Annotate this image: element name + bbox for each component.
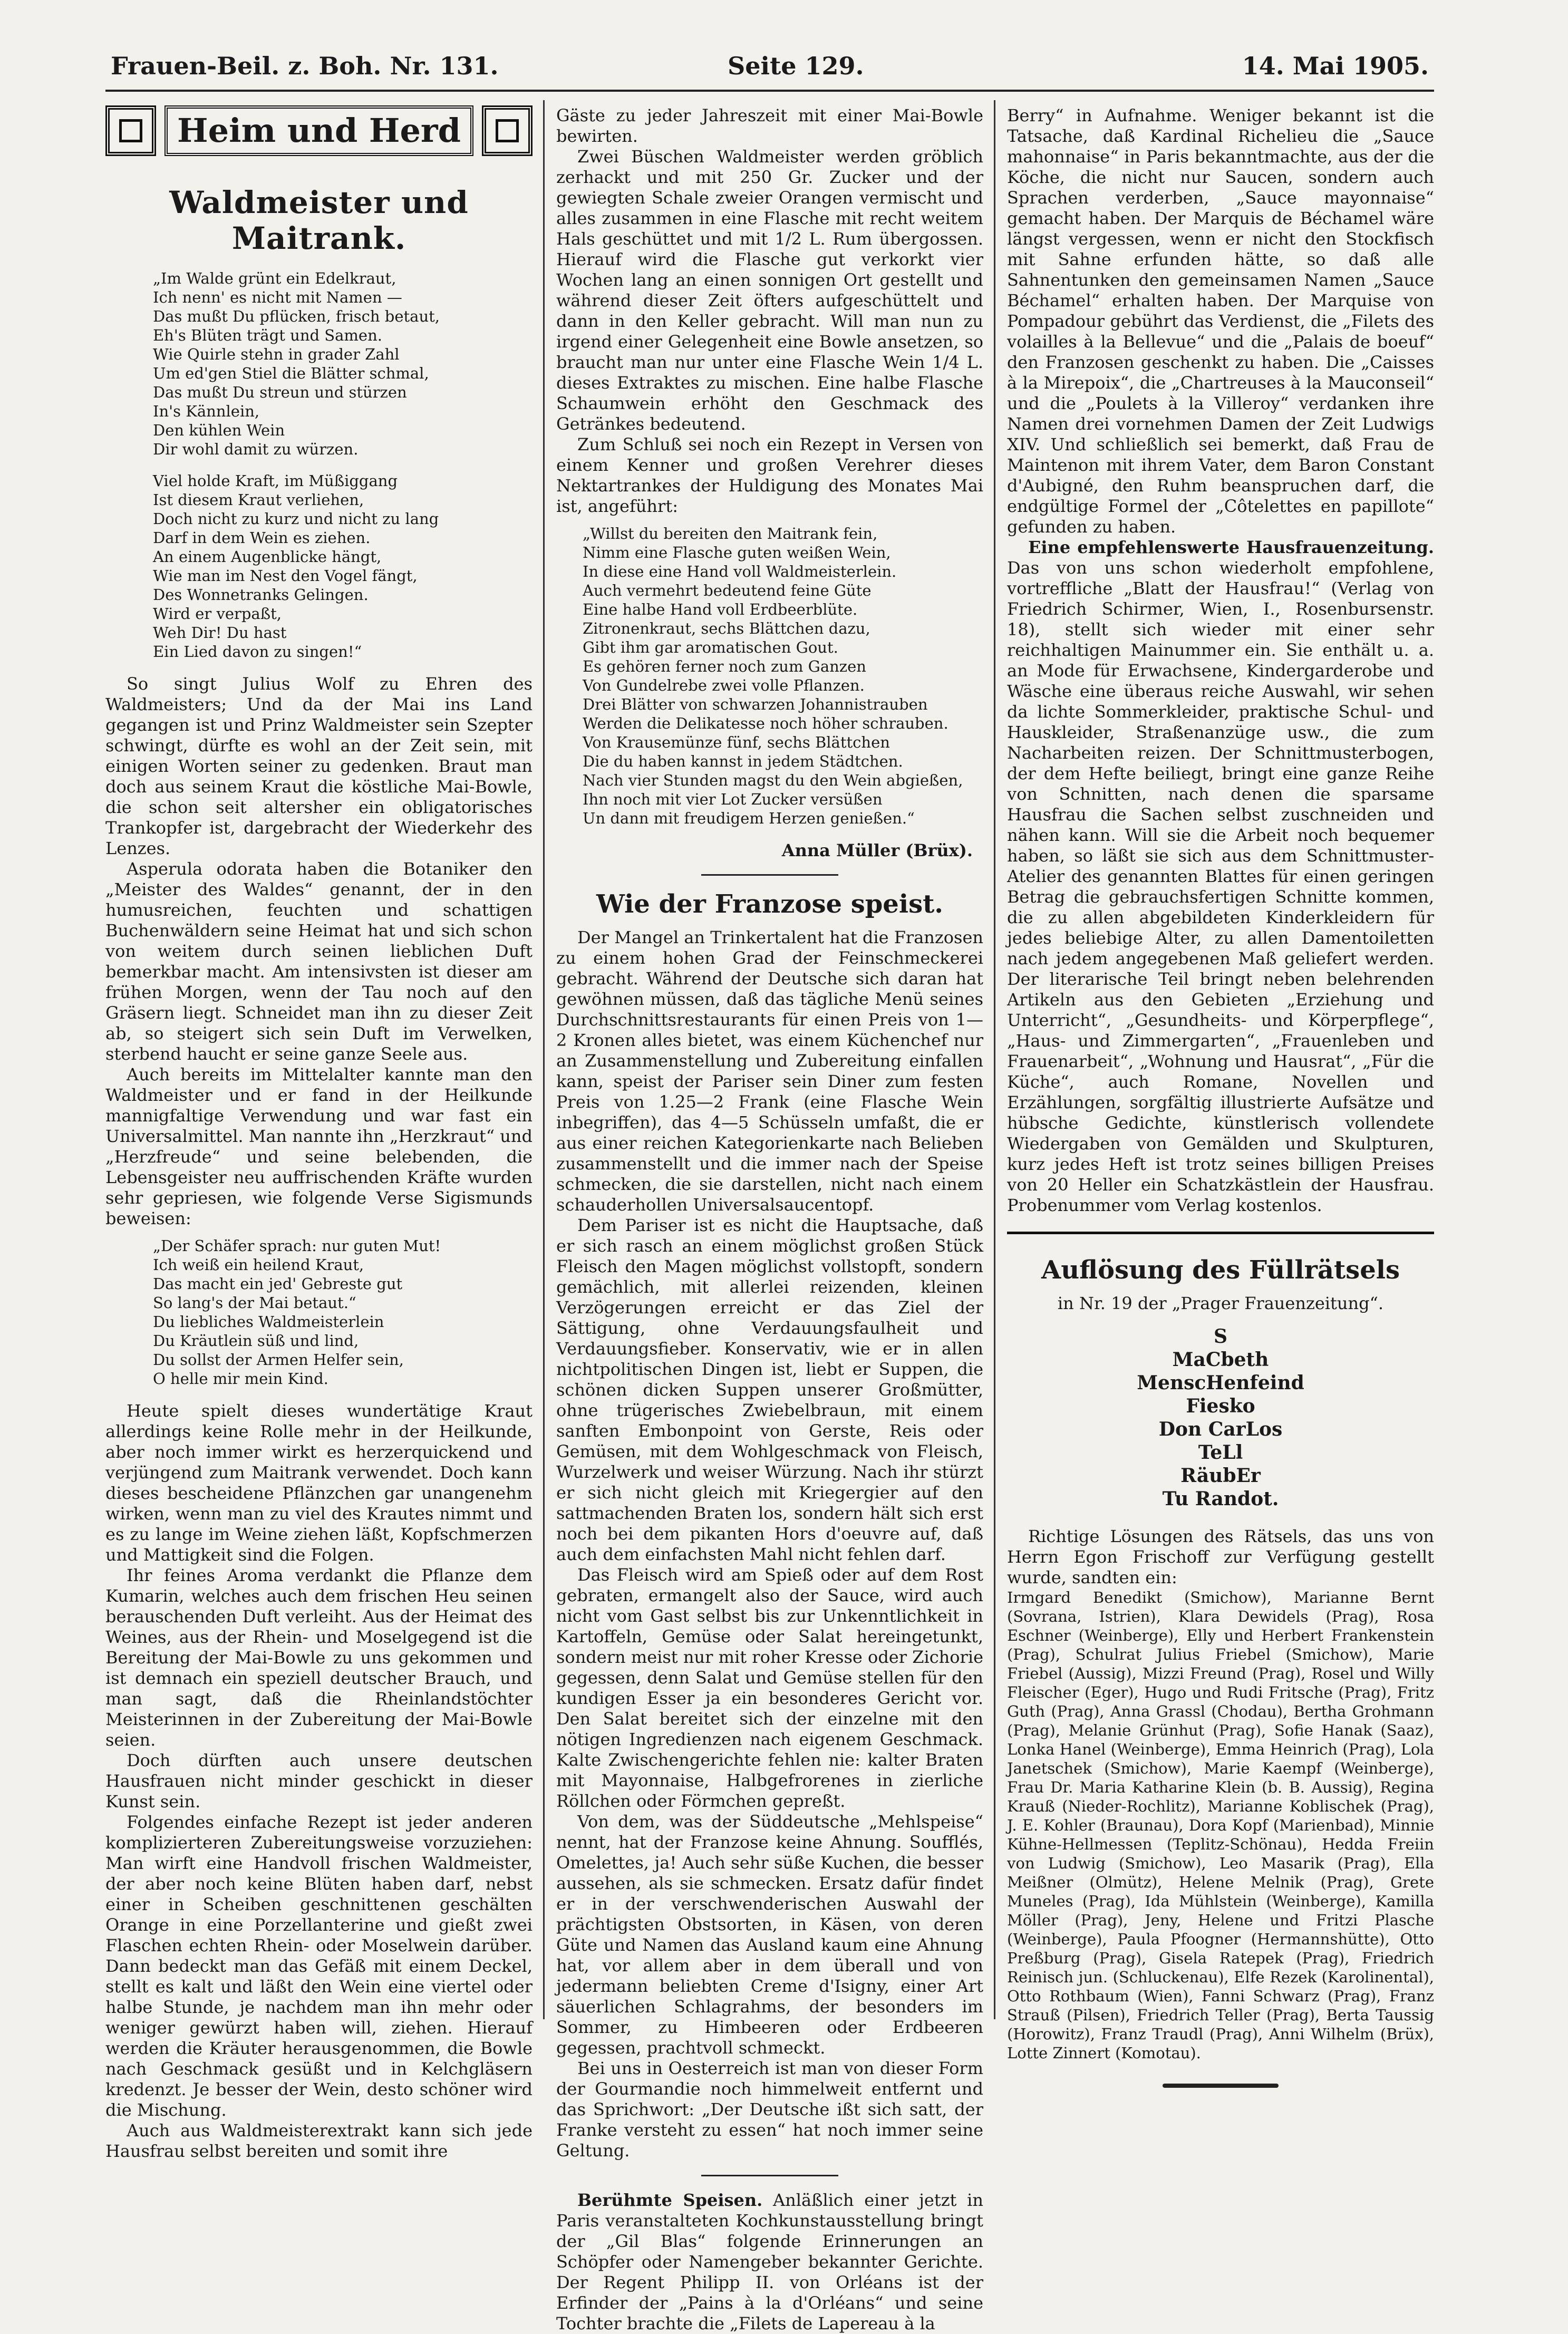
poem-line: Um ed'gen Stiel die Blätter schmal, <box>153 364 429 382</box>
ornament-box-icon <box>482 105 533 156</box>
poem-line: Des Wonnetranks Gelingen. <box>153 586 369 604</box>
paragraph: So singt Julius Wolf zu Ehren des Waldmeisters; Und da der Mai ins Land gegangen ist und Prinz Waldmeister sein Szepter schwingt, dürfte es wohl an der Zeit sein, mit einigen Worten seiner zu gedenken. Braut man doch aus seinem Kraut die köstliche Mai-Bowle, die schon seit altersher ein obligatorisches Trankopfer ist, dargebracht der Wiederkehr des Lenzes. <box>105 674 533 858</box>
poem-line: In diese eine Hand voll Waldmeisterlein. <box>583 563 897 580</box>
poem-line: Das mußt Du streun und stürzen <box>153 383 407 401</box>
poem-line: Ein Lied davon zu singen!“ <box>153 643 362 661</box>
paragraph-lead: Eine empfehlenswerte Hausfrauenzeitung. <box>1028 537 1434 557</box>
section-banner <box>105 105 533 169</box>
puzzle-answers <box>1007 1325 1434 1510</box>
poem-line: An einem Augenblicke hängt, <box>153 548 382 566</box>
poem-line: „Willst du bereiten den Maitrank fein, <box>583 525 878 543</box>
paragraph: Heute spielt dieses wundertätige Kraut allerdings keine Rolle mehr in der Heilkunde, aber noch immer wirkt es herzerquickend und verjüngend zum Maitrank verwendet. Doch kann dieses bescheidene Pflänzchen gar unangenehm wirken, wenn man zu viel des Krautes nimmt und es zu lange im Weine ziehen läßt, Kopfschmerzen und Mattigkeit sind die Folgen. <box>105 1401 533 1565</box>
header-publication: Frauen-Beil. z. Boh. Nr. 131. <box>111 52 499 80</box>
author-signature: Anna Müller (Brüx). <box>781 840 973 860</box>
poem-stanza <box>153 1236 533 1388</box>
paragraph-body: Anläßlich einer jetzt in Paris veranstalteten Kochkunstausstellung bringt der „Gil Blas“ folgende Erinnerungen an Schöpfer oder Namengeber bekannter Gerichte. Der Regent Philipp II. von Orléans ist der Erfinder der „Pains à la d'Orléans“ und seine Tochter brachte die „Filets de Lapereau à la <box>556 2190 983 2333</box>
paragraph: Doch dürften auch unsere deutschen Hausfrauen nicht minder geschickt in dieser Kunst sein. <box>105 1750 533 1812</box>
poem-line: In's Kännlein, <box>153 402 260 420</box>
poem-line: Wird er verpaßt, <box>153 605 282 623</box>
puzzle-title: Auflösung des Füllrätsels <box>1041 1255 1400 1285</box>
poem-line: Darf in dem Wein es ziehen. <box>153 529 371 547</box>
answer-line: MaCbeth <box>1172 1349 1269 1371</box>
poem-line: Wie Quirle stehn in grader Zahl <box>153 345 400 363</box>
header-page-number: Seite 129. <box>728 52 864 80</box>
poem-line: Doch nicht zu kurz und nicht zu lang <box>153 510 439 528</box>
paragraph <box>1007 537 1434 1216</box>
poem-line: So lang's der Mai betaut.“ <box>153 1294 356 1312</box>
poem-line: O helle mir mein Kind. <box>153 1370 328 1388</box>
newspaper-page <box>105 47 1434 2333</box>
column-2 <box>556 105 983 2333</box>
poem-line: Ich nenn' es nicht mit Namen — <box>153 288 402 306</box>
article-title: Waldmeister und Maitrank. <box>169 185 469 256</box>
poem-line: Zitronenkraut, sechs Blättchen dazu, <box>583 619 870 637</box>
paragraph: Richtige Lösungen des Rätsels, das uns von Herrn Egon Frischoff zur Verfügung gestellt wurde, sandten ein: <box>1007 1526 1434 1587</box>
paragraph: Asperula odorata haben die Botaniker den „Meister des Waldes“ genannt, der in den humusreichen, feuchten und schattigen Buchenwäldern seine Heimat hat und sich schon von weitem durch seinen lieblichen Duft bemerkbar macht. Am intensivsten ist dieser am frühen Morgen, wenn der Tau noch auf den Gräsern liegt. Schneidet man ihn zu dieser Zeit ab, so steigert sich sein Duft im Verwelken, sterbend haucht er seine ganze Seele aus. <box>105 859 533 1064</box>
paragraph: Der Mangel an Trinkertalent hat die Franzosen zu einem hohen Grad der Feinschmeckerei gebracht. Während der Deutsche sich daran hat gewöhnen müssen, daß das tägliche Menü seines Durchschnittsrestaurants für einen Preis von 1—2 Kronen alles bietet, was einem Küchenchef nur an Zusammenstellung und Zubereitung einfallen kann, speist der Pariser sein Diner zum festen Preis von 1.25—2 Frank (eine Flasche Wein inbegriffen), das 4—5 Schüsseln umfaßt, die er aus einer reichen Kategorienkarte nach Belieben zusammenstellt und die immer nach der Speise schmecken, die sie darstellen, nicht nach einem schauderhollen Universalsaucentopf. <box>556 927 983 1215</box>
paragraph: Dem Pariser ist es nicht die Hauptsache, daß er sich rasch an einem möglichst großen Stück Fleisch den Magen möglichst vollstopft, sondern gemächlich, mit allerlei reizenden, kleinen Verzögerungen erreicht er das Ziel der Sättigung, ohne Verdauungsfaulheit und Verdauungsfieber. Konservativ, wie er in allen nichtpolitischen Dingen ist, liebt er Suppen, die schönen dicken Suppen unserer Großmütter, ohne trügerisches Zwiebelbraun, mit einem sanften Embonpoint von Gerste, Reis oder Gemüsen, mit dem Wohlgeschmack von Fleisch, Wurzelwerk und weiser Würzung. Nach ihr stürzt er sich nicht gleich mit Kriegergier auf den sattmachenden Braten los, sondern hält sich erst noch bei dem pikanten Hors d'oeuvre auf, daß auch dem einfachsten Mahl nicht fehlen darf. <box>556 1215 983 1564</box>
paragraph <box>556 2190 983 2334</box>
header-date: 14. Mai 1905. <box>1242 52 1429 80</box>
paragraph-lead: Berühmte Speisen. <box>577 2190 763 2210</box>
paragraph: Auch bereits im Mittelalter kannte man den Waldmeister und er fand in der Heilkunde mannigfaltige Verwendung und war fast ein Universalmittel. Man nannte ihn „Herzkraut“ und „Herzfreude“ und seine belebenden, die Lebensgeister neu auffrischenden Kräfte wurden sehr gepriesen, wie folgende Verse Sigismunds beweisen: <box>105 1064 533 1228</box>
paragraph: Von dem, was der Süddeutsche „Mehlspeise“ nennt, hat der Franzose keine Ahnung. Soufflés, Omelettes, ja! Auch sehr süße Kuchen, die besser aussehen, als sie schmecken. Ersatz dafür findet er in der verschwenderischen Auswahl der prächtigsten Obstsorten, in Käsen, von deren Güte und Namen das Ausland kaum eine Ahnung hat, vor allem aber in dem überall und von jedermann beliebten Creme d'Isigny, einer Art säuerlichen Schlagrahms, der besonders im Sommer, zu Himbeeren oder Erdbeeren gegessen, prachtvoll schmeckt. <box>556 1812 983 2058</box>
paragraph: Auch aus Waldmeisterextrakt kann sich jede Hausfrau selbst bereiten und somit ihre <box>105 2120 533 2161</box>
poem-line: Eine halbe Hand voll Erdbeerblüte. <box>583 601 858 618</box>
separator <box>701 874 838 876</box>
poem-line: Weh Dir! Du hast <box>153 624 287 642</box>
poem-line: Un dann mit freudigem Herzen genießen.“ <box>583 809 915 827</box>
paragraph: Berry“ in Aufnahme. Weniger bekannt ist die Tatsache, daß Kardinal Richelieu die „Sauce mahonnaise“ in Paris bekanntmachte, aus der die Köche, die nicht nur Saucen, sondern auch Sprachen verderben, „Sauce mayonnaise“ gemacht haben. Der Marquis de Béchamel wäre längst vergessen, wenn er nicht den Stockfisch mit Sahne erfunden hätte, so daß alle Sahnentunken den gemeinsamen Namen „Sauce Béchamel“ erhalten haben. Der Marquise von Pompadour gebührt das Verdienst, die „Filets des volailles à la Bellevue“ und die „Palais de boeuf“ den Franzosen geschenkt zu haben. Die „Caisses à la Mirepoix“, die „Chartreuses à la Mauconseil“ und die „Poulets à la Villeroy“ verdanken ihre Namen drei vornehmen Damen der Zeit Ludwigs XIV. Und schließlich sei bemerkt, daß Frau de Maintenon mit ihrem Vater, dem Baron Constant d'Aubigné, den Ruhm beanspruchen darf, die endgültige Formel der „Côtelettes en papillote“ gefunden zu haben. <box>1007 105 1434 537</box>
poem-line: Den kühlen Wein <box>153 421 285 439</box>
separator <box>701 2175 838 2176</box>
poem-line: Ist diesem Kraut verliehen, <box>153 491 364 509</box>
section-rule <box>1007 1232 1434 1234</box>
ornament-box-icon <box>105 105 156 156</box>
poem-line: Du Kräutlein süß und lind, <box>153 1332 359 1350</box>
poem-line: Ihn noch mit vier Lot Zucker versüßen <box>583 790 883 808</box>
answer-line: Don CarLos <box>1158 1418 1283 1440</box>
poem-line: Drei Blätter von schwarzen Johannistrauben <box>583 695 928 713</box>
running-header <box>105 47 1434 92</box>
answer-line: Fiesko <box>1186 1395 1255 1417</box>
solvers-list: Irmgard Benedikt (Smichow), Marianne Bernt (Sovrana, Istrien), Klara Dewidels (Prag), Rosa Eschner (Weinberge), Elly und Herbert Frankenstein (Prag), Schulrat Julius Friebel (Smichow), Marie Friebel (Aussig), Mizzi Freund (Prag), Rosel und Willy Fleischer (Eger), Hugo und Rudi Fritsche (Prag), Fritz Guth (Prag), Anna Grassl (Chodau), Bertha Grohmann (Prag), Melanie Grünhut (Prag), Sofie Hanak (Saaz), Lonka Hanel (Weinberge), Emma Heinrich (Prag), Lola Janetschek (Smichow), Marie Kaempf (Weinberge), Frau Dr. Maria Katharine Klein (b. B. Aussig), Regina Krauß (Nieder-Rochlitz), Marianne Koblischek (Prag), J. E. Kohler (Braunau), Dora Kopf (Marienbad), Minnie Kühne-Hellmessen (Teplitz-Schönau), Hedda Freiin von Ludwig (Smichow), Leo Masarik (Prag), Ella Meißner (Olmütz), Helene Melnik (Prag), Grete Muneles (Prag), Ida Mühlstein (Weinberge), Kamilla Möller (Prag), Jeny, Helene und Fritzi Plasche (Weinberge), Paula Pfoogner (Hermannshütte), Otto Preßburg (Prag), Gisela Ratepek (Prag), Friedrich Reinisch jun. (Schluckenau), Elfe Rezek (Karolinental), Otto Rothbaum (Wien), Fanni Schwarz (Prag), Franz Strauß (Pilsen), Friedrich Teller (Prag), Berta Taussig (Horowitz), Franz Traudl (Prag), Anni Wilhelm (Brüx), Lotte Zinnert (Komotau). <box>1007 1589 1434 2062</box>
poem-line: Es gehören ferner noch zum Ganzen <box>583 657 866 675</box>
answer-line: S <box>1214 1325 1227 1348</box>
poem-stanza <box>153 269 533 459</box>
column-3 <box>1007 105 1434 2067</box>
answer-line: TeLl <box>1198 1441 1243 1464</box>
poem-line: Du liebliches Waldmeisterlein <box>153 1313 384 1331</box>
paragraph-body: Das von uns schon wiederholt empfohlene, vortreffliche „Blatt der Hausfrau!“ (Verlag von Friedrich Schirmer, Wien, I., Rosenbursenstr. 18), stellt sich wieder mit einer sehr reichhaltigen Mainummer ein. Sie enthält u. a. an Mode für Erwachsene, Kindergarderobe und Wäsche eine überaus reiche Auswahl, wir sehen da lichte Sommerkleider, praktische Schul- und Hauskleider, Straßenanzüge usw., die zum Nacharbeiten reizen. Der Schnittmusterbogen, der dem Hefte beiliegt, bringt eine ganze Reihe von Schnitten, nach denen die sparsame Hausfrau die Sachen selbst zuschneiden und nähen kann. Will sie die Arbeit noch bequemer haben, so läßt sie sich aus dem Schnittmuster-Atelier des genannten Blattes für einen geringen Betrag die gebrauchsfertigen Schnitte kommen, die zu allen abgebildeten Kinderkleidern für jedes beliebige Alter, zu allen Damentoiletten nach jedem angegebenen Maß geliefert werden. Der literarische Teil bringt neben belehrenden Artikeln aus den Gebieten „Erziehung und Unterricht“, „Gesundheits- und Körperpflege“, „Haus- und Zimmergarten“, „Frauenleben und Frauenarbeit“, „Wohnung und Hausrat“, „Für die Küche“, auch Romane, Novellen und Erzählungen, sorgfältig illustrierte Aufsätze und hübsche Gedichte, künstlerisch vollendete Wiedergaben von Gemälden und Skulpturen, kurz jedes Heft ist trotz seines billigen Preises von 20 Heller ein Schatzkästlein der Hausfrau. Probenummer vom Verlag kostenlos. <box>1007 558 1434 1215</box>
paragraph: Zum Schluß sei noch ein Rezept in Versen von einem Kenner und großen Verehrer dieses Nektartrankes der Huldigung des Monates Mai ist, angeführt: <box>556 434 983 516</box>
paragraph: Zwei Büschen Waldmeister werden gröblich zerhackt und mit 250 Gr. Zucker und der gewiegten Schale zweier Orangen vermischt und alles zusammen in eine Flasche mit recht weitem Hals geschüttet und mit 1/2 L. Rum übergossen. Hierauf wird die Flasche gut verkorkt vier Wochen lang an einen sonnigen Ort gestellt und während dieser Zeit öfters aufgeschüttelt und dann in den Keller gebracht. Will man nun zu irgend einer Gelegenheit eine Bowle ansetzen, so braucht man nur unter eine Flasche Wein 1/4 L. dieses Extraktes zu mischen. Eine halbe Flasche Schaumwein erhöht den Geschmack des Getränkes bedeutend. <box>556 147 983 434</box>
paragraph: Bei uns in Oesterreich ist man von dieser Form der Gourmandie noch himmelweit entfernt und das Sprichwort: „Der Deutsche ißt sich satt, der Franke versteht zu essen“ hat noch immer seine Geltung. <box>556 2058 983 2161</box>
answer-line: RäubEr <box>1180 1465 1261 1487</box>
poem-line: Das macht ein jed' Gebreste gut <box>153 1275 403 1293</box>
paragraph: Folgendes einfache Rezept ist jeder anderen komplizierteren Zubereitungsweise vorzuziehen: Man wirft eine Handvoll frischen Waldmeister, der aber noch keine Blüten haben darf, nebst einer in Scheiben geschnittenen geschälten Orange in eine Porzellanterine und gießt zwei Flaschen echten Rhein- oder Moselwein darüber. Dann bedeckt man das Gefäß mit einem Deckel, stellt es kalt und läßt den Wein eine viertel oder halbe Stunde, je nachdem man ihn mehr oder weniger gewürzt haben will, ziehen. Hierauf werden die Kräuter herausgenommen, die Bowle nach Geschmack gesüßt und in Kelchgläsern kredenzt. Je besser der Wein, desto schöner wird die Mischung. <box>105 1812 533 2120</box>
poem-line: Du sollst der Armen Helfer sein, <box>153 1351 404 1369</box>
column-rule <box>543 100 545 2019</box>
poem-line: Nimm eine Flasche guten weißen Wein, <box>583 544 891 561</box>
poem-line: Dir wohl damit zu würzen. <box>153 440 359 458</box>
poem-line: „Im Walde grünt ein Edelkraut, <box>153 269 396 287</box>
paragraph: Gäste zu jeder Jahreszeit mit einer Mai-Bowle bewirten. <box>556 105 983 146</box>
poem-line: Nach vier Stunden magst du den Wein abgießen, <box>583 771 963 789</box>
column-1 <box>105 105 533 2161</box>
puzzle-subtitle: in Nr. 19 der „Prager Frauenzeitung“. <box>1057 1293 1384 1313</box>
poem-line: Viel holde Kraft, im Müßiggang <box>153 472 398 490</box>
answer-line: Tu Randot. <box>1162 1488 1279 1510</box>
poem-line: Das mußt Du pflücken, frisch betaut, <box>153 307 440 325</box>
paragraph: Ihr feines Aroma verdankt die Pflanze dem Kumarin, welches auch dem frischen Heu seinen berauschenden Duft verleiht. Aus der Heimat des Weines, aus der Rhein- und Moselgegend ist die Bereitung der Mai-Bowle zu uns gekommen und ist demnach ein speziell deutscher Brauch, und man sagt, daß die Rheinlandstöchter Meisterinnen in der Zubereitung der Mai-Bowle seien. <box>105 1565 533 1750</box>
poem-line: Gibt ihm gar aromatischen Gout. <box>583 638 838 656</box>
poem-line: Wie man im Nest den Vogel fängt, <box>153 567 418 585</box>
answer-line: MenscHenfeind <box>1137 1372 1304 1394</box>
poem-line: Auch vermehrt bedeutend feine Güte <box>583 582 872 599</box>
poem-line: Von Krausemünze fünf, sechs Blättchen <box>583 733 890 751</box>
paragraph: Das Fleisch wird am Spieß oder auf dem Rost gebraten, ermangelt also der Sauce, wird auch nicht vom Gast selbst bis zur Unkenntlichkeit in Kartoffeln, Gemüse oder Salat hereingetunkt, sondern meist nur mit roher Kresse oder Zichorie gegessen, denn Salat und Gemüse stellen für den kundigen Esser ja ein besonderes Gericht vor. Den Salat bereitet sich der einzelne mit den nötigen Ingredienzen nach eigenem Geschmack. Kalte Zwischengerichte fehlen nie: kalter Braten mit Mayonnaise, Halbgefrorenes in zierliche Röllchen oder Förmchen gepreßt. <box>556 1565 983 1811</box>
poem-line: Die du haben kannst in jedem Städtchen. <box>583 752 903 770</box>
poem-line: Werden die Delikatesse noch höher schrauben. <box>583 714 948 732</box>
poem-stanza <box>153 471 533 661</box>
poem-line: Von Gundelrebe zwei volle Pflanzen. <box>583 676 865 694</box>
column-rule <box>994 100 995 2019</box>
section-title: Heim und Herd <box>164 105 473 156</box>
article-title: Wie der Franzose speist. <box>596 889 943 919</box>
poem-stanza <box>583 524 983 828</box>
poem-line: Eh's Blüten trägt und Samen. <box>153 326 382 344</box>
poem-line: „Der Schäfer sprach: nur guten Mut! <box>153 1237 441 1255</box>
closing-ornament <box>1163 2084 1279 2088</box>
poem-line: Ich weiß ein heilend Kraut, <box>153 1256 364 1274</box>
